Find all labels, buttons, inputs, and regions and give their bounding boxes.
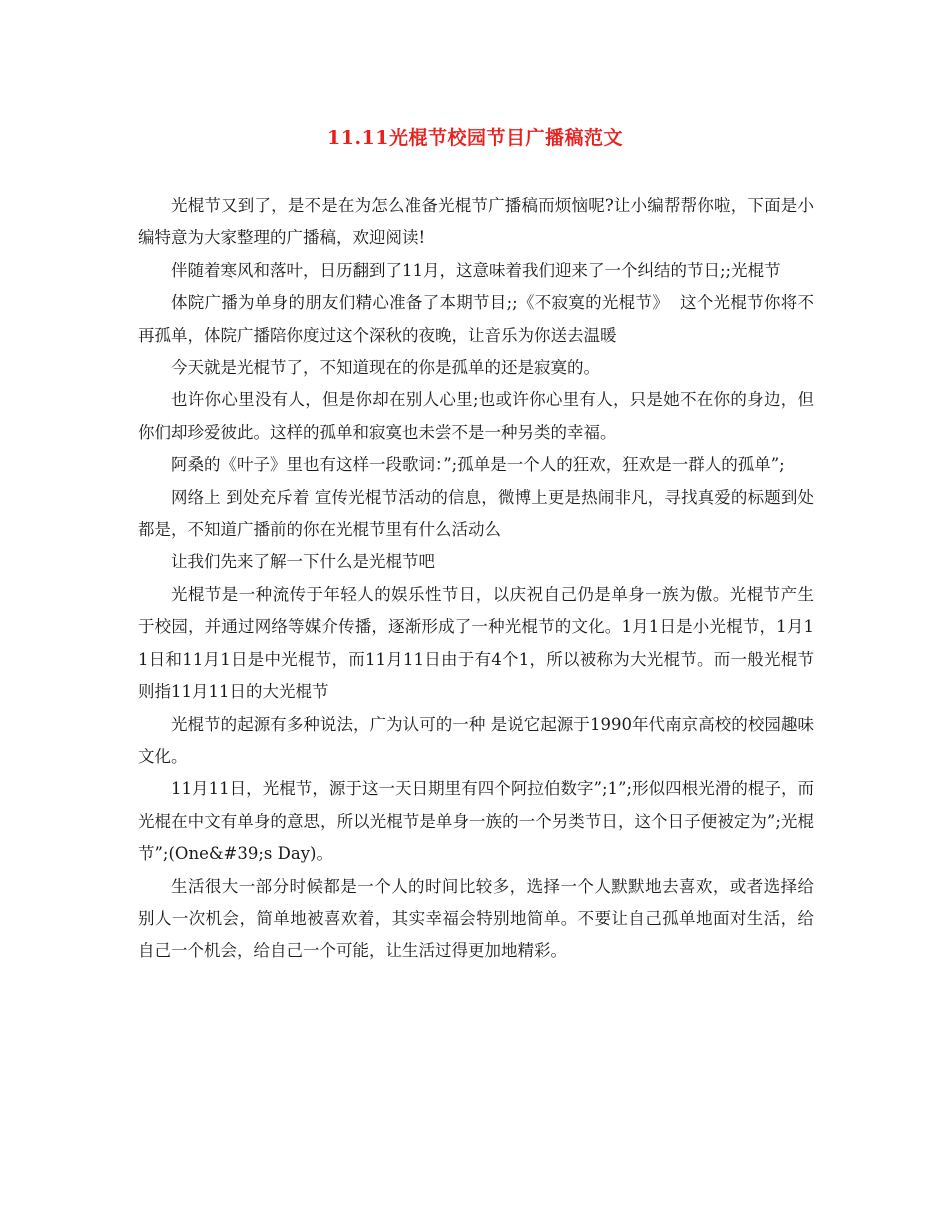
paragraph: 今天就是光棍节了，不知道现在的你是孤单的还是寂寞的。 <box>171 358 600 378</box>
paragraph: 伴随着寒风和落叶，日历翻到了11月，这意味着我们迎来了一个纠结的节日;;光棍节 <box>171 260 781 280</box>
paragraph: 网络上 到处充斥着 宣传光棍节活动的信息，微博上更是热闹非凡，寻找真爱的标题到处都是，不知道广播前的你在光棍节里有什么活动么 <box>138 487 814 540</box>
document-title: 11.11光棍节校园节目广播稿范文 <box>327 127 623 149</box>
document-body <box>138 190 814 968</box>
paragraph: 生活很大一部分时候都是一个人的时间比较多，选择一个人默默地去喜欢，或者选择给别人一次机会，简单地被喜欢着，其实幸福会特别地简单。不要让自己孤单地面对生活，给自己一个机会，给自己一个可能，让生活过得更加地精彩。 <box>138 876 814 961</box>
paragraph: 11月11日，光棍节，源于这一天日期里有四个阿拉伯数字”;1”;形似四根光滑的棍子，而光棍在中文有单身的意思，所以光棍节是单身一族的一个另类节日，这个日子便被定为”;光棍节”;(One&#39;s Day)。 <box>138 779 814 864</box>
paragraph: 光棍节是一种流传于年轻人的娱乐性节日，以庆祝自己仍是单身一族为傲。光棍节产生于校园，并通过网络等媒介传播，逐渐形成了一种光棍节的文化。1月1日是小光棍节，1月11日和11月1日是中光棍节，而11月11日由于有4个1，所以被称为大光棍节。而一般光棍节则指11月11日的大光棍节 <box>138 584 814 702</box>
paragraph: 也许你心里没有人，但是你却在别人心里;也或许你心里有人，只是她不在你的身边，但你们却珍爱彼此。这样的孤单和寂寞也未尝不是一种另类的幸福。 <box>138 390 814 442</box>
paragraph: 阿桑的《叶子》里也有这样一段歌词：”;孤单是一个人的狂欢，狂欢是一群人的孤单”; <box>171 455 785 475</box>
paragraph: 体院广播为单身的朋友们精心准备了本期节目;;《不寂寞的光棍节》 这个光棍节你将不再孤单，体院广播陪你度过这个深秋的夜晚，让音乐为你送去温暖 <box>138 293 814 345</box>
paragraph: 让我们先来了解一下什么是光棍节吧 <box>171 552 435 572</box>
paragraph: 光棍节又到了，是不是在为怎么准备光棍节广播稿而烦恼呢?让小编帮帮你啦，下面是小编特意为大家整理的广播稿，欢迎阅读! <box>138 196 814 248</box>
paragraph: 光棍节的起源有多种说法，广为认可的一种 是说它起源于1990年代南京高校的校园趣味文化。 <box>138 714 814 766</box>
